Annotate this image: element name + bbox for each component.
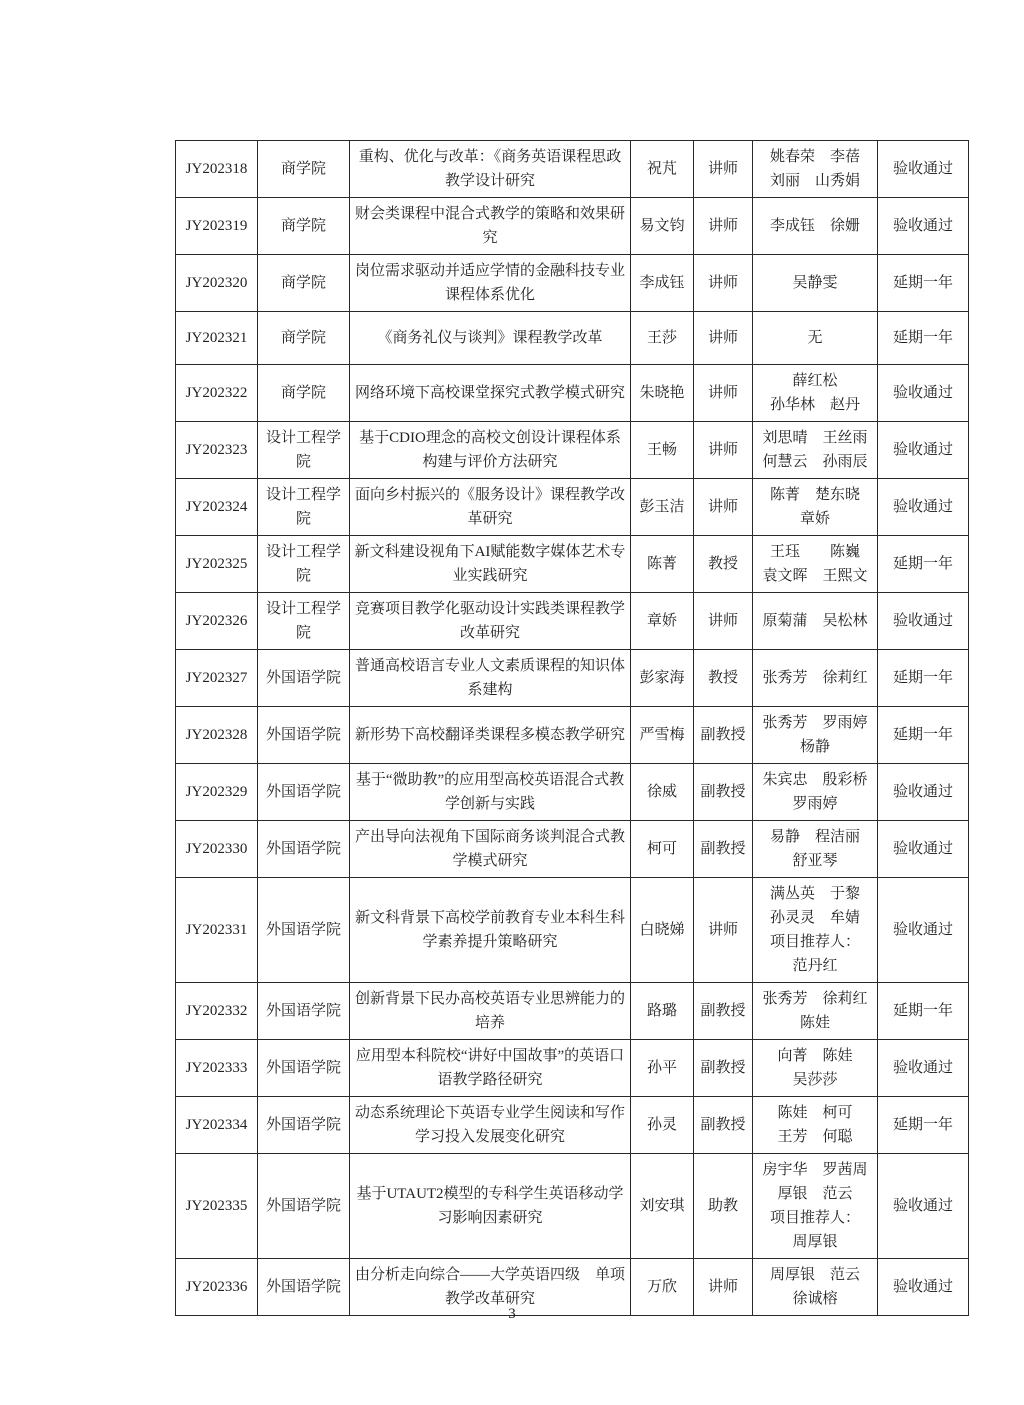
cell-college: 商学院 xyxy=(258,255,350,312)
cell-project-title: 基于UTAUT2模型的专科学生英语移动学习影响因素研究 xyxy=(350,1154,631,1259)
cell-members xyxy=(753,198,878,255)
cell-leader-rank: 讲师 xyxy=(694,479,753,536)
table-row xyxy=(176,1097,969,1154)
cell-status: 验收通过 xyxy=(878,422,969,479)
member-line: 孙灵灵 牟婧 xyxy=(769,910,860,926)
cell-college: 外国语学院 xyxy=(258,983,350,1040)
cell-members xyxy=(753,1040,878,1097)
member-line: 刘丽 山秀娟 xyxy=(769,173,860,189)
cell-leader-rank: 副教授 xyxy=(694,1040,753,1097)
cell-leader-rank: 讲师 xyxy=(694,312,753,365)
cell-college: 外国语学院 xyxy=(258,1259,350,1316)
cell-leader-rank: 讲师 xyxy=(694,878,753,983)
cell-project-id: JY202332 xyxy=(176,983,258,1040)
projects-table xyxy=(175,140,969,1316)
cell-college: 设计工程学院 xyxy=(258,422,350,479)
cell-status: 验收通过 xyxy=(878,1154,969,1259)
table-row xyxy=(176,198,969,255)
table-row xyxy=(176,365,969,422)
cell-project-id: JY202326 xyxy=(176,593,258,650)
cell-project-id: JY202331 xyxy=(176,878,258,983)
cell-college: 外国语学院 xyxy=(258,650,350,707)
member-line: 无 xyxy=(807,330,823,346)
cell-project-title: 新形势下高校翻译类课程多模态教学研究 xyxy=(350,707,631,764)
member-line: 陈菁 楚东晓 xyxy=(769,487,860,503)
member-line: 周厚银 xyxy=(792,1234,838,1250)
table-row xyxy=(176,255,969,312)
cell-status: 验收通过 xyxy=(878,1259,969,1316)
cell-college: 设计工程学院 xyxy=(258,593,350,650)
cell-project-id: JY202324 xyxy=(176,479,258,536)
cell-status: 验收通过 xyxy=(878,593,969,650)
member-line: 罗雨婷 xyxy=(792,796,838,812)
cell-members xyxy=(753,764,878,821)
member-line: 张秀芳 罗雨婷 xyxy=(762,715,868,731)
cell-status: 验收通过 xyxy=(878,198,969,255)
table-row xyxy=(176,593,969,650)
member-line: 舒亚琴 xyxy=(792,853,838,869)
cell-status: 延期一年 xyxy=(878,650,969,707)
member-line: 袁文晖 王熙文 xyxy=(762,568,868,584)
cell-leader-name: 章娇 xyxy=(631,593,694,650)
cell-status: 延期一年 xyxy=(878,536,969,593)
cell-status: 延期一年 xyxy=(878,312,969,365)
cell-college: 外国语学院 xyxy=(258,878,350,983)
cell-leader-rank: 教授 xyxy=(694,650,753,707)
cell-project-title: 重构、优化与改革：《商务英语课程思政教学设计研究 xyxy=(350,141,631,198)
cell-leader-rank: 教授 xyxy=(694,536,753,593)
cell-leader-name: 彭玉洁 xyxy=(631,479,694,536)
member-line: 杨静 xyxy=(799,739,830,755)
cell-project-title: 新文科背景下高校学前教育专业本科生科学素养提升策略研究 xyxy=(350,878,631,983)
member-line: 项目推荐人： xyxy=(769,1210,860,1226)
cell-leader-rank: 讲师 xyxy=(694,422,753,479)
cell-leader-name: 易文钧 xyxy=(631,198,694,255)
cell-college: 外国语学院 xyxy=(258,1097,350,1154)
cell-project-id: JY202328 xyxy=(176,707,258,764)
table-row xyxy=(176,536,969,593)
cell-leader-rank: 助教 xyxy=(694,1154,753,1259)
member-line: 孙华林 赵丹 xyxy=(769,397,860,413)
cell-project-title: 财会类课程中混合式教学的策略和效果研究 xyxy=(350,198,631,255)
table-row xyxy=(176,707,969,764)
member-line: 李成钰 徐姗 xyxy=(769,218,860,234)
cell-leader-name: 彭家海 xyxy=(631,650,694,707)
cell-members xyxy=(753,821,878,878)
member-line: 原菊蒲 吴松林 xyxy=(762,613,868,629)
cell-college: 外国语学院 xyxy=(258,1040,350,1097)
cell-status: 验收通过 xyxy=(878,1040,969,1097)
cell-project-id: JY202329 xyxy=(176,764,258,821)
cell-leader-name: 严雪梅 xyxy=(631,707,694,764)
member-line: 满丛英 于黎 xyxy=(769,886,860,902)
table-row xyxy=(176,650,969,707)
member-line: 徐诚榕 xyxy=(792,1291,838,1307)
cell-members xyxy=(753,707,878,764)
cell-college: 设计工程学院 xyxy=(258,536,350,593)
cell-status: 验收通过 xyxy=(878,365,969,422)
member-line: 易静 程洁丽 xyxy=(769,829,860,845)
cell-project-id: JY202322 xyxy=(176,365,258,422)
cell-leader-name: 陈菁 xyxy=(631,536,694,593)
cell-leader-name: 白晓娣 xyxy=(631,878,694,983)
cell-project-title: 新文科建设视角下AI赋能数字媒体艺术专业实践研究 xyxy=(350,536,631,593)
cell-members xyxy=(753,255,878,312)
cell-members xyxy=(753,1097,878,1154)
cell-project-title: 面向乡村振兴的《服务设计》课程教学改革研究 xyxy=(350,479,631,536)
cell-project-title: 《商务礼仪与谈判》课程教学改革 xyxy=(350,312,631,365)
cell-college: 外国语学院 xyxy=(258,764,350,821)
cell-project-id: JY202336 xyxy=(176,1259,258,1316)
cell-leader-name: 孙灵 xyxy=(631,1097,694,1154)
table-row xyxy=(176,1154,969,1259)
member-line: 何慧云 孙雨辰 xyxy=(762,454,868,470)
cell-project-title: 由分析走向综合——大学英语四级 单项教学改革研究 xyxy=(350,1259,631,1316)
member-line: 章娇 xyxy=(799,511,830,527)
cell-project-title: 基于CDIO理念的高校文创设计课程体系构建与评价方法研究 xyxy=(350,422,631,479)
member-line: 向菁 陈娃 xyxy=(777,1048,853,1064)
table-row xyxy=(176,479,969,536)
cell-status: 延期一年 xyxy=(878,983,969,1040)
member-line: 房宇华 罗茜周 xyxy=(762,1162,868,1178)
cell-college: 外国语学院 xyxy=(258,821,350,878)
table-row xyxy=(176,821,969,878)
cell-college: 设计工程学院 xyxy=(258,479,350,536)
member-line: 厚银 范云 xyxy=(777,1186,853,1202)
cell-project-title: 创新背景下民办高校英语专业思辨能力的培养 xyxy=(350,983,631,1040)
cell-status: 验收通过 xyxy=(878,764,969,821)
cell-project-id: JY202333 xyxy=(176,1040,258,1097)
member-line: 朱宾忠 殷彩桥 xyxy=(762,772,868,788)
cell-members xyxy=(753,479,878,536)
cell-project-title: 动态系统理论下英语专业学生阅读和写作学习投入发展变化研究 xyxy=(350,1097,631,1154)
cell-members xyxy=(753,365,878,422)
cell-project-id: JY202320 xyxy=(176,255,258,312)
cell-project-id: JY202318 xyxy=(176,141,258,198)
cell-leader-name: 王莎 xyxy=(631,312,694,365)
cell-leader-rank: 副教授 xyxy=(694,983,753,1040)
cell-leader-name: 祝芃 xyxy=(631,141,694,198)
cell-leader-name: 路璐 xyxy=(631,983,694,1040)
page-number: 3 xyxy=(508,1306,516,1322)
member-line: 项目推荐人： xyxy=(769,934,860,950)
cell-project-id: JY202330 xyxy=(176,821,258,878)
table-row xyxy=(176,1040,969,1097)
table-row xyxy=(176,312,969,365)
table-row xyxy=(176,141,969,198)
cell-status: 验收通过 xyxy=(878,141,969,198)
member-line: 刘思晴 王丝雨 xyxy=(762,430,868,446)
cell-status: 延期一年 xyxy=(878,1097,969,1154)
cell-leader-rank: 讲师 xyxy=(694,255,753,312)
cell-members xyxy=(753,536,878,593)
cell-status: 延期一年 xyxy=(878,255,969,312)
member-line: 吴静雯 xyxy=(792,275,838,291)
cell-status: 验收通过 xyxy=(878,821,969,878)
cell-leader-rank: 讲师 xyxy=(694,198,753,255)
member-line: 薛红松 xyxy=(792,373,838,389)
cell-members xyxy=(753,1154,878,1259)
cell-members xyxy=(753,593,878,650)
cell-leader-name: 刘安琪 xyxy=(631,1154,694,1259)
cell-status: 延期一年 xyxy=(878,707,969,764)
member-line: 姚春荣 李蓓 xyxy=(769,149,860,165)
cell-project-title: 网络环境下高校课堂探究式教学模式研究 xyxy=(350,365,631,422)
cell-status: 验收通过 xyxy=(878,878,969,983)
cell-members xyxy=(753,878,878,983)
cell-project-title: 基于“微助教”的应用型高校英语混合式教学创新与实践 xyxy=(350,764,631,821)
member-line: 张秀芳 徐莉红 xyxy=(762,991,868,1007)
table-row xyxy=(176,764,969,821)
cell-leader-name: 孙平 xyxy=(631,1040,694,1097)
table-row xyxy=(176,983,969,1040)
cell-college: 商学院 xyxy=(258,141,350,198)
member-line: 范丹红 xyxy=(792,958,838,974)
cell-project-id: JY202323 xyxy=(176,422,258,479)
cell-members xyxy=(753,141,878,198)
cell-members xyxy=(753,983,878,1040)
cell-project-title: 应用型本科院校“讲好中国故事”的英语口语教学路径研究 xyxy=(350,1040,631,1097)
cell-leader-rank: 讲师 xyxy=(694,593,753,650)
cell-project-title: 产出导向法视角下国际商务谈判混合式教学模式研究 xyxy=(350,821,631,878)
member-line: 吴莎莎 xyxy=(792,1072,838,1088)
cell-members xyxy=(753,422,878,479)
cell-leader-rank: 讲师 xyxy=(694,365,753,422)
cell-project-id: JY202321 xyxy=(176,312,258,365)
cell-leader-rank: 副教授 xyxy=(694,764,753,821)
cell-leader-rank: 副教授 xyxy=(694,1097,753,1154)
cell-leader-name: 朱晓艳 xyxy=(631,365,694,422)
member-line: 周厚银 范云 xyxy=(769,1267,860,1283)
cell-college: 商学院 xyxy=(258,198,350,255)
cell-project-id: JY202319 xyxy=(176,198,258,255)
cell-leader-name: 王畅 xyxy=(631,422,694,479)
table-row xyxy=(176,422,969,479)
cell-leader-name: 徐威 xyxy=(631,764,694,821)
cell-project-id: JY202334 xyxy=(176,1097,258,1154)
cell-leader-name: 李成钰 xyxy=(631,255,694,312)
cell-status: 验收通过 xyxy=(878,479,969,536)
member-line: 陈娃 柯可 xyxy=(777,1105,853,1121)
cell-members xyxy=(753,312,878,365)
cell-college: 外国语学院 xyxy=(258,1154,350,1259)
cell-leader-rank: 讲师 xyxy=(694,141,753,198)
cell-leader-rank: 副教授 xyxy=(694,707,753,764)
cell-project-title: 普通高校语言专业人文素质课程的知识体系建构 xyxy=(350,650,631,707)
cell-project-id: JY202327 xyxy=(176,650,258,707)
member-line: 张秀芳 徐莉红 xyxy=(762,670,868,686)
member-line: 王芳 何聪 xyxy=(777,1129,853,1145)
cell-project-id: JY202325 xyxy=(176,536,258,593)
member-line: 陈娃 xyxy=(799,1015,830,1031)
cell-project-title: 岗位需求驱动并适应学情的金融科技专业课程体系优化 xyxy=(350,255,631,312)
cell-college: 外国语学院 xyxy=(258,707,350,764)
cell-project-id: JY202335 xyxy=(176,1154,258,1259)
table-row xyxy=(176,878,969,983)
cell-leader-rank: 副教授 xyxy=(694,821,753,878)
cell-leader-name: 柯可 xyxy=(631,821,694,878)
cell-leader-rank: 讲师 xyxy=(694,1259,753,1316)
cell-project-title: 竞赛项目教学化驱动设计实践类课程教学改革研究 xyxy=(350,593,631,650)
cell-college: 商学院 xyxy=(258,365,350,422)
cell-members xyxy=(753,650,878,707)
member-line: 王珏 陈巍 xyxy=(769,544,860,560)
cell-leader-name: 万欣 xyxy=(631,1259,694,1316)
cell-college: 商学院 xyxy=(258,312,350,365)
